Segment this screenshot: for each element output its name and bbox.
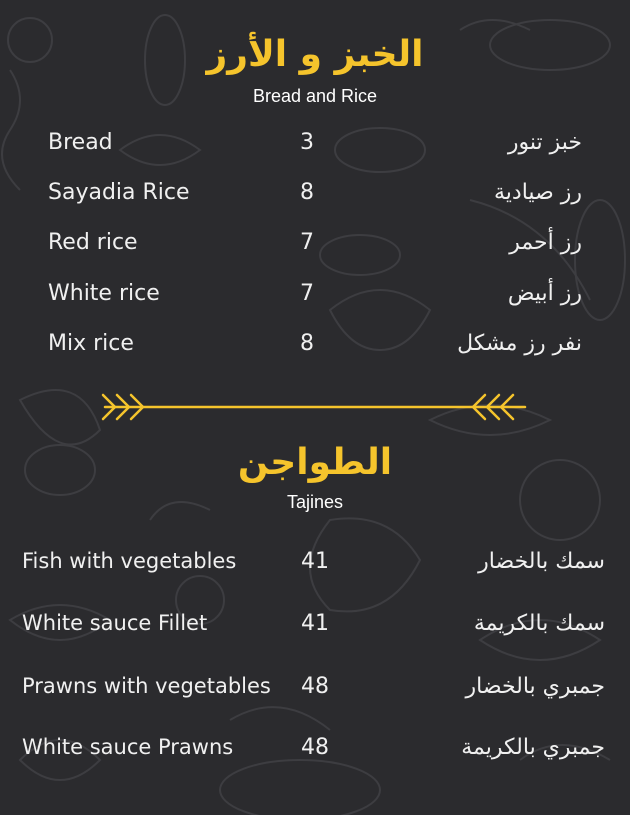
item-name-ar: رز أبيض xyxy=(507,281,582,306)
section-title-en: Tajines xyxy=(286,492,344,512)
section-title-ar: الطواجن xyxy=(237,442,393,483)
item-price: 7 xyxy=(300,230,314,255)
menu-item xyxy=(0,549,630,589)
item-name-en: Red rice xyxy=(48,230,138,255)
item-name-ar: جمبري بالكريمة xyxy=(461,735,605,760)
item-name-ar: نفر رز مشكل xyxy=(457,331,582,356)
menu-item xyxy=(0,735,630,775)
item-name-ar: جمبري بالخضار xyxy=(465,674,605,699)
item-name-en: Prawns with vegetables xyxy=(22,674,271,698)
item-price: 48 xyxy=(301,735,329,760)
item-price: 41 xyxy=(301,611,329,636)
item-price: 8 xyxy=(300,331,314,356)
item-name-en: Bread xyxy=(48,130,113,155)
item-name-en: Sayadia Rice xyxy=(48,180,190,205)
item-name-ar: رز صيادية xyxy=(494,180,582,205)
item-name-en: Mix rice xyxy=(48,331,134,356)
item-name-ar: رز أحمر xyxy=(509,230,582,255)
menu-item xyxy=(0,130,630,170)
item-name-ar: سمك بالخضار xyxy=(478,549,605,574)
section-title-en: Bread and Rice xyxy=(252,86,378,106)
item-name-ar: سمك بالكريمة xyxy=(473,611,605,636)
item-price: 48 xyxy=(301,674,329,699)
item-price: 3 xyxy=(300,130,314,155)
section-title-ar: الخبز و الأرز xyxy=(206,34,424,75)
item-price: 7 xyxy=(300,281,314,306)
menu-item xyxy=(0,180,630,220)
menu-item xyxy=(0,230,630,270)
item-name-en: Fish with vegetables xyxy=(22,549,237,573)
menu-item xyxy=(0,281,630,321)
arrow-divider xyxy=(95,390,535,424)
item-name-en: White rice xyxy=(48,281,160,306)
item-name-ar: خبز تنور xyxy=(507,130,582,155)
item-price: 8 xyxy=(300,180,314,205)
menu-item xyxy=(0,611,630,651)
item-price: 41 xyxy=(301,549,329,574)
item-name-en: White sauce Fillet xyxy=(22,611,208,635)
menu-item xyxy=(0,674,630,714)
menu-item xyxy=(0,331,630,371)
item-name-en: White sauce Prawns xyxy=(22,735,234,759)
